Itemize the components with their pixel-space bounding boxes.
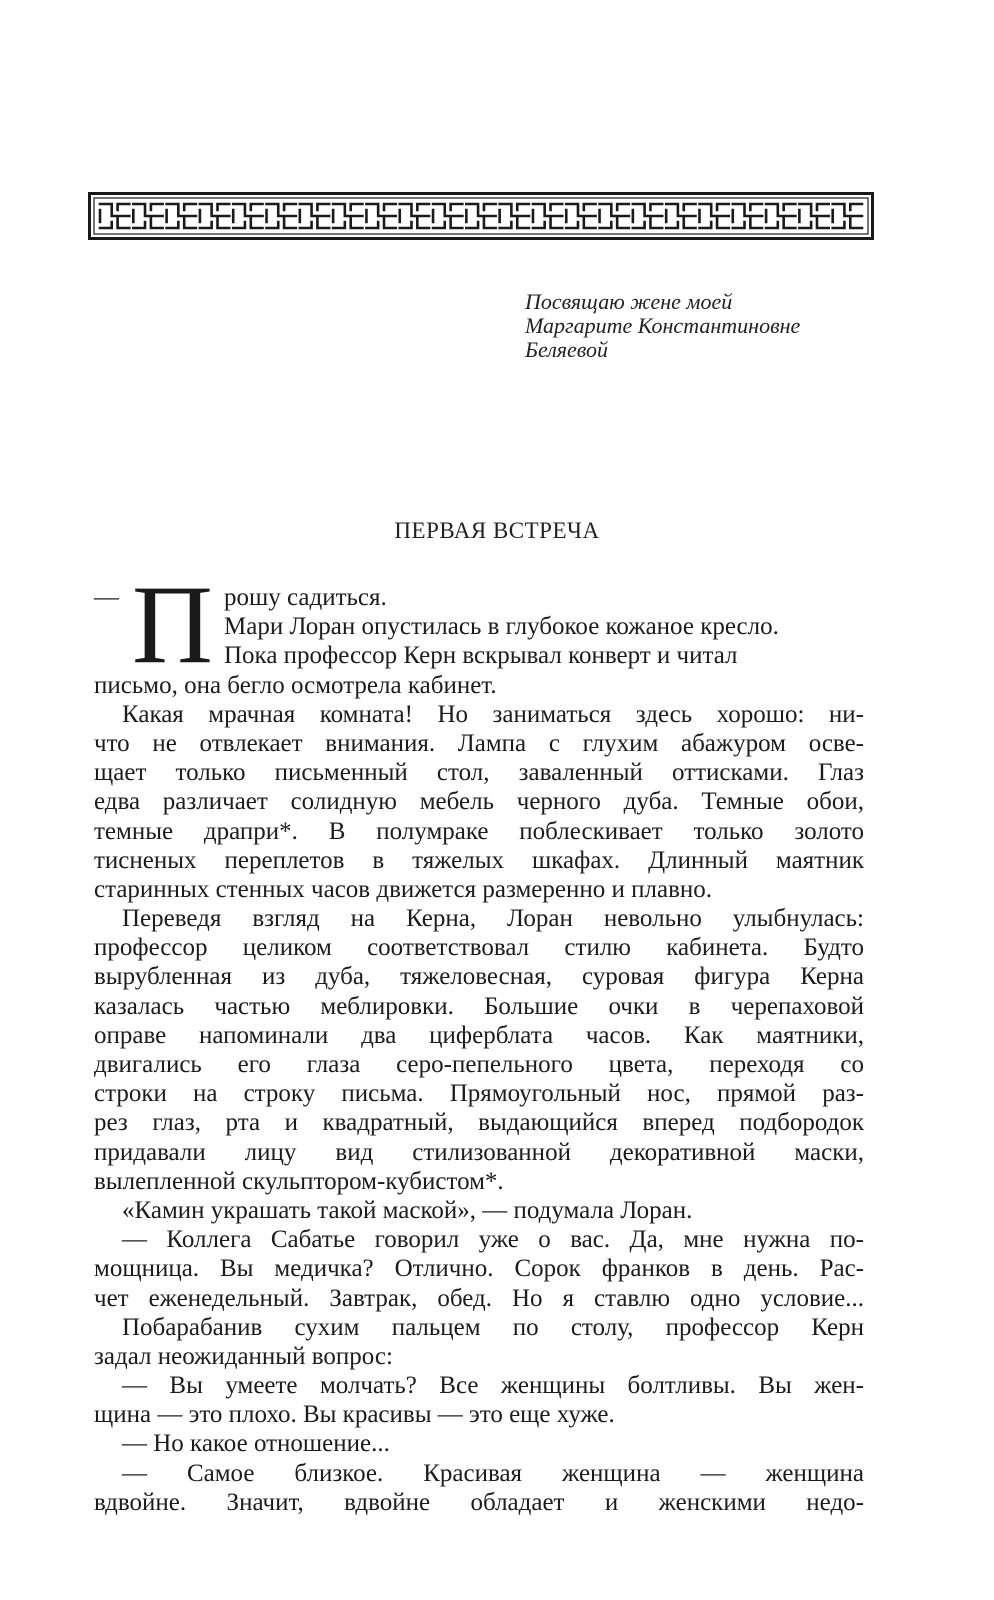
text-line xyxy=(94,583,864,612)
ornament-knot xyxy=(466,204,495,228)
text-line: рез глаз, рта и квадратный, выдающийся вперед подбородок xyxy=(94,1109,864,1137)
ornament-knot xyxy=(100,204,129,228)
ornament-knot xyxy=(433,204,462,228)
dedication-line: Маргарите Константиновне xyxy=(525,313,801,338)
text-line: Пока профессор Керн вскрывал конверт и читал xyxy=(224,642,738,670)
text-line: задал неожиданный вопрос: xyxy=(94,1342,393,1370)
text-line: вдвойне. Значит, вдвойне обладает и женскими недо- xyxy=(94,1488,864,1516)
text-line: едва различает солидную мебель черного дуба. Темные обои, xyxy=(94,788,864,816)
ornament-knot xyxy=(133,204,162,228)
ornament-knot xyxy=(300,204,329,228)
ornament-knot xyxy=(366,204,395,228)
text-line: придавали лицу вид стилизованной декоративной маски, xyxy=(94,1138,864,1166)
text-line: Какая мрачная комната! Но заниматься здесь хорошо: ни- xyxy=(122,700,864,728)
text-line: мощница. Вы медичка? Отлично. Сорок франков в день. Рас- xyxy=(94,1255,864,1283)
ornament-knot xyxy=(766,204,795,228)
text-line: Мари Лоран опустилась в глубокое кожаное кресло. xyxy=(224,613,779,641)
text-line: казалась частью меблировки. Большие очки в черепаховой xyxy=(94,992,864,1020)
text-line: «Камин украшать такой маской», — подумала Лоран. xyxy=(122,1196,693,1224)
ornament-knot xyxy=(566,204,595,228)
text-line: — Коллега Сабатье говорил уже о вас. Да, мне нужна по- xyxy=(122,1226,864,1254)
text-line: — Но какое отношение... xyxy=(122,1430,390,1458)
dedication-line: Посвящаю жене моей xyxy=(525,289,733,314)
ornament-knot xyxy=(267,204,296,228)
text-line: строки на строку письма. Прямоугольный нос, прямой раз- xyxy=(94,1080,864,1108)
ornament-knot xyxy=(500,204,529,228)
ornament-knot xyxy=(699,204,728,228)
ornament-knot xyxy=(600,204,629,228)
ornament-knot xyxy=(833,204,862,228)
text-line: щает только письменный стол, заваленный оттисками. Глаз xyxy=(94,759,864,787)
dialogue-dash: — xyxy=(94,584,119,611)
text-line: чет еженедельный. Завтрак, обед. Но я ставлю одно условие... xyxy=(94,1284,864,1312)
text-line: вырубленная из дуба, тяжеловесная, суровая фигура Керна xyxy=(94,963,864,991)
dedication-line: Беляевой xyxy=(525,337,609,362)
text-line: щина — это плохо. Вы красивы — это еще хуже. xyxy=(94,1401,615,1429)
ornament-border xyxy=(88,192,874,240)
text-line: Побарабанив сухим пальцем по столу, профессор Керн xyxy=(122,1313,864,1341)
ornament-knot xyxy=(799,204,828,228)
text-line: двигались его глаза серо-пепельного цвета, переходя со xyxy=(94,1051,864,1078)
text-line: Переведя взгляд на Керна, Лоран невольно улыбнулась: xyxy=(122,905,864,933)
text-line: темные драпри*. В полумраке поблескивает только золото xyxy=(94,817,864,845)
drop-cap: П xyxy=(132,563,213,687)
dedication xyxy=(525,290,885,362)
text-line: что не отвлекает внимания. Лампа с глухим абажуром осве- xyxy=(94,729,864,757)
text-line: тисненых переплетов в тяжелых шкафах. Длинный маятник xyxy=(94,846,864,874)
ornament-knot xyxy=(200,204,229,228)
ornament-knot xyxy=(167,204,196,228)
text-line: вылепленной скульптором-кубистом*. xyxy=(94,1167,504,1195)
ornament-pattern xyxy=(88,192,874,240)
text-line: письмо, она бегло осмотрела кабинет. xyxy=(94,671,497,699)
ornament-knot xyxy=(733,204,762,228)
text-line-content: рошу садиться. xyxy=(224,584,387,611)
ornament-knot xyxy=(400,204,429,228)
text-line: старинных стенных часов движется размеренно и плавно. xyxy=(94,875,713,903)
ornament-knot xyxy=(533,204,562,228)
body-lines xyxy=(94,671,864,1517)
text-line: — Самое близкое. Красивая женщина — женщина xyxy=(122,1459,864,1487)
chapter-title: ПЕРВАЯ ВСТРЕЧА xyxy=(394,518,600,543)
text-line: оправе напоминали два циферблата часов. Как маятники, xyxy=(94,1021,864,1049)
ornament-knot xyxy=(666,204,695,228)
ornament-knot xyxy=(333,204,362,228)
ornament-knot xyxy=(633,204,662,228)
text-line: профессор целиком соответствовал стилю кабинета. Будто xyxy=(94,934,864,962)
text-line: — Вы умеете молчать? Все женщины болтливы. Вы жен- xyxy=(122,1372,864,1400)
chapter-text xyxy=(94,563,864,1517)
ornament-knot xyxy=(233,204,262,228)
